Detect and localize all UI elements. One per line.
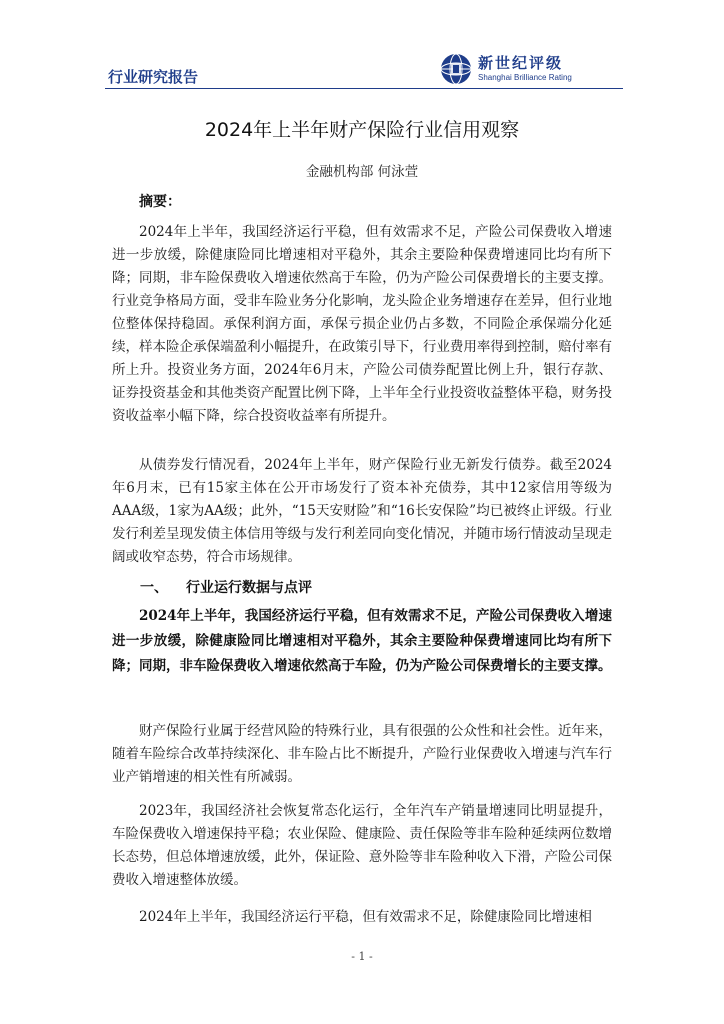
section-lead-paragraph: 2024年上半年，我国经济运行平稳，但有效需求不足，产险公司保费收入增速进一步放缓，除健康险同比增速相对平稳外，其余主要险种保费增速同比均有所下降；同期，非车险保费收入增速依然高于车险，仍为产险公司保费增长的主要支撑。 (112, 608, 612, 674)
company-logo (440, 50, 620, 90)
page-number: - 1 - (351, 950, 373, 963)
abstract-paragraph-2: 从债券发行情况看，2024年上半年，财产保险行业无新发行债券。截至2024年6月末，已有15家主体在公开市场发行了资本补充债券，其中12家信用等级为AAA级，1家为AA级；此外，“15天安财险”和“16长安保险”均已被终止评级。行业发行利差呈现发债主体信用等级与发行利差同向变化情况，并随市场行情波动呈现走阔或收窄态势，符合市场规律。 (112, 457, 612, 565)
section-title: 行业运行数据与点评 (186, 580, 312, 596)
abstract-paragraph-1: 2024年上半年，我国经济运行平稳，但有效需求不足，产险公司保费收入增速进一步放缓，除健康险同比增速相对平稳外，其余主要险种保费增速同比均有所下降；同期，非车险保费收入增速依然高于车险，仍为产险公司保费增长的主要支撑。行业竞争格局方面，受非车险业务分化影响，龙头险企业务增速存在差异，但行业地位整体保持稳固。承保利润方面，承保亏损企业仍占多数，不同险企承保端分化延续，样本险企承保端盈利小幅提升，在政策引导下，行业费用率得到控制，赔付率有所上升。投资业务方面，2024年6月末，产险公司债券配置比例上升，银行存款、证券投资基金和其他类资产配置比例下降，上半年全行业投资收益整体平稳，财务投资收益率小幅下降，综合投资收益率有所提升。 (112, 224, 612, 424)
header-label: 行业研究报告 (108, 68, 199, 86)
document-title: 2024年上半年财产保险行业信用观察 (204, 119, 520, 141)
author-line: 金融机构部 何泳萱 (305, 164, 419, 180)
abstract-label: 摘要： (139, 194, 181, 210)
section-number: 一、 (140, 580, 168, 596)
body-paragraph-3: 2024年上半年，我国经济运行平稳，但有效需求不足，除健康险同比增速相 (139, 909, 592, 925)
logo-name-en: Shanghai Brilliance Rating (478, 73, 572, 82)
globe-logo-icon (440, 53, 472, 85)
logo-name-cn: 新世纪评级 (478, 54, 564, 72)
section-heading (140, 577, 312, 597)
body-paragraph-1: 财产保险行业属于经营风险的特殊行业，具有很强的公众性和社会性。近年来，随着车险综合改革持续深化、非车险占比不断提升，产险行业保费收入增速与汽车行业产销增速的相关性有所减弱。 (112, 723, 612, 785)
header-rule (105, 88, 623, 89)
body-paragraph-2: 2023年，我国经济社会恢复常态化运行，全年汽车产销量增速同比明显提升，车险保费收入增速保持平稳；农业保险、健康险、责任保险等非车险种延续两位数增长态势，但总体增速放缓，此外，保证险、意外险等非车险种收入下滑，产险公司保费收入增速整体放缓。 (112, 803, 612, 888)
